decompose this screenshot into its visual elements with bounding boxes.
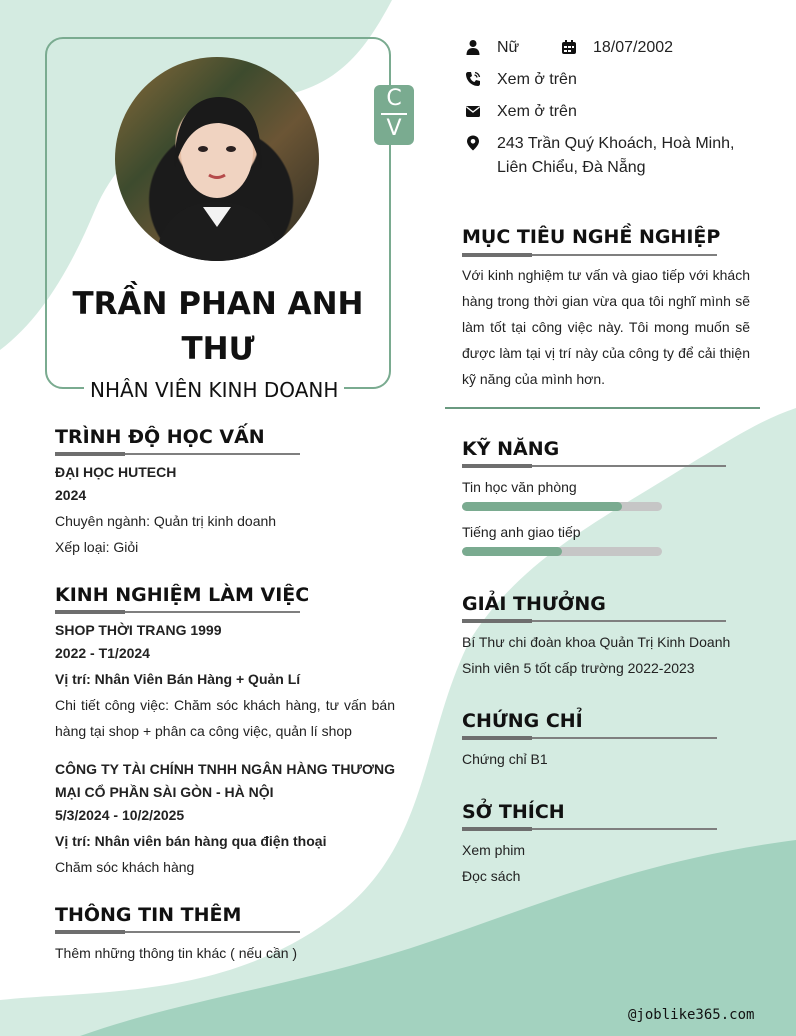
skill-label: Tiếng anh giao tiếp bbox=[462, 524, 581, 540]
skills-underline bbox=[462, 465, 726, 467]
education-year: 2024 bbox=[55, 487, 87, 503]
skill-bar-fill bbox=[462, 502, 622, 511]
job-position: Vị trí: Nhân viên bán hàng qua điện thoại bbox=[55, 833, 327, 849]
address-line2: Liên Chiểu, Đà Nẵng bbox=[497, 159, 646, 176]
address-line1: 243 Trần Quý Khoách, Hoà Minh, bbox=[497, 135, 735, 152]
contact-birthdate bbox=[561, 36, 673, 60]
extra-text: Thêm những thông tin khác ( nếu cần ) bbox=[55, 945, 298, 961]
candidate-role: NHÂN VIÊN KINH DOANH bbox=[84, 376, 344, 404]
job-period: 5/3/2024 - 10/2/2025 bbox=[55, 807, 185, 823]
contact-email bbox=[465, 100, 577, 124]
map-pin-icon bbox=[465, 132, 497, 180]
job-position: Vị trí: Nhân Viên Bán Hàng + Quản Lí bbox=[55, 671, 301, 687]
watermark-text: @joblike365.com bbox=[628, 1007, 755, 1023]
certificate-item: Chứng chỉ B1 bbox=[462, 751, 548, 767]
award-item: Bí Thư chi đoàn khoa Quản Trị Kinh Doanh bbox=[462, 634, 731, 650]
email-value: Xem ở trên bbox=[497, 103, 577, 120]
education-title: TRÌNH ĐỘ HỌC VẤN bbox=[55, 426, 265, 448]
envelope-icon bbox=[465, 100, 497, 124]
job-period: 2022 - T1/2024 bbox=[55, 645, 150, 661]
candidate-name-line1: TRẦN PHAN ANH bbox=[72, 286, 364, 322]
contact-gender bbox=[465, 36, 519, 60]
skill-label: Tin học văn phòng bbox=[462, 479, 577, 495]
job-company: SHOP THỜI TRANG 1999 bbox=[55, 622, 222, 638]
skills-title: KỸ NĂNG bbox=[462, 438, 560, 460]
skill-bar-fill bbox=[462, 547, 562, 556]
contact-address bbox=[465, 132, 734, 180]
hobbies-title: SỞ THÍCH bbox=[462, 801, 565, 823]
gender-value: Nữ bbox=[497, 39, 520, 56]
skill-bar bbox=[462, 502, 662, 511]
education-underline bbox=[55, 453, 300, 455]
calendar-icon bbox=[561, 36, 593, 60]
hobby-item: Xem phim bbox=[462, 842, 526, 858]
experience-underline bbox=[55, 611, 300, 613]
column-divider bbox=[445, 407, 760, 409]
certificates-underline bbox=[462, 737, 717, 739]
education-school: ĐẠI HỌC HUTECH bbox=[55, 464, 177, 480]
job-company: CÔNG TY TÀI CHÍNH TNHH NGÂN HÀNG THƯƠNG MẠI CỔ PHẦN SÀI GÒN - HÀ NỘI bbox=[55, 761, 395, 800]
profile-photo bbox=[115, 57, 319, 261]
cv-badge bbox=[374, 85, 414, 145]
skill-bar bbox=[462, 547, 662, 556]
education-grade: Xếp loại: Giỏi bbox=[55, 539, 139, 555]
contact-phone bbox=[465, 68, 577, 92]
job-detail: Chăm sóc khách hàng bbox=[55, 859, 195, 875]
cv-badge-top: C bbox=[386, 86, 402, 111]
phone-icon bbox=[465, 68, 497, 92]
candidate-name-line2: THƯ bbox=[181, 331, 255, 367]
awards-title: GIẢI THƯỞNG bbox=[462, 593, 606, 615]
hobbies-underline bbox=[462, 828, 717, 830]
objective-underline bbox=[462, 254, 717, 256]
cv-badge-bottom: V bbox=[386, 116, 402, 141]
extra-title: THÔNG TIN THÊM bbox=[55, 904, 242, 926]
certificates-title: CHỨNG CHỈ bbox=[462, 710, 583, 732]
objective-title: MỤC TIÊU NGHỀ NGHIỆP bbox=[462, 226, 721, 248]
objective-text: Với kinh nghiệm tư vấn và giao tiếp với khách hàng trong thời gian vừa qua tôi nghĩ mình sẽ làm tốt tại công việc này. Tôi mong muốn sẽ được làm tại vị trí này của công ty để cải thiện kỹ năng của mình hơn. bbox=[462, 267, 750, 387]
candidate-name bbox=[48, 282, 388, 372]
awards-underline bbox=[462, 620, 726, 622]
education-major: Chuyên ngành: Quản trị kinh doanh bbox=[55, 513, 277, 529]
award-item: Sinh viên 5 tốt cấp trường 2022-2023 bbox=[462, 660, 695, 676]
phone-value: Xem ở trên bbox=[497, 71, 577, 88]
experience-title: KINH NGHIỆM LÀM VIỆC bbox=[55, 584, 310, 606]
job-detail: Chi tiết công việc: Chăm sóc khách hàng, tư vấn bán hàng tại shop + phân ca công việc, quản lí shop bbox=[55, 697, 395, 739]
user-icon bbox=[465, 36, 497, 60]
hobby-item: Đọc sách bbox=[462, 868, 521, 884]
birthdate-value: 18/07/2002 bbox=[593, 39, 674, 56]
extra-underline bbox=[55, 931, 300, 933]
